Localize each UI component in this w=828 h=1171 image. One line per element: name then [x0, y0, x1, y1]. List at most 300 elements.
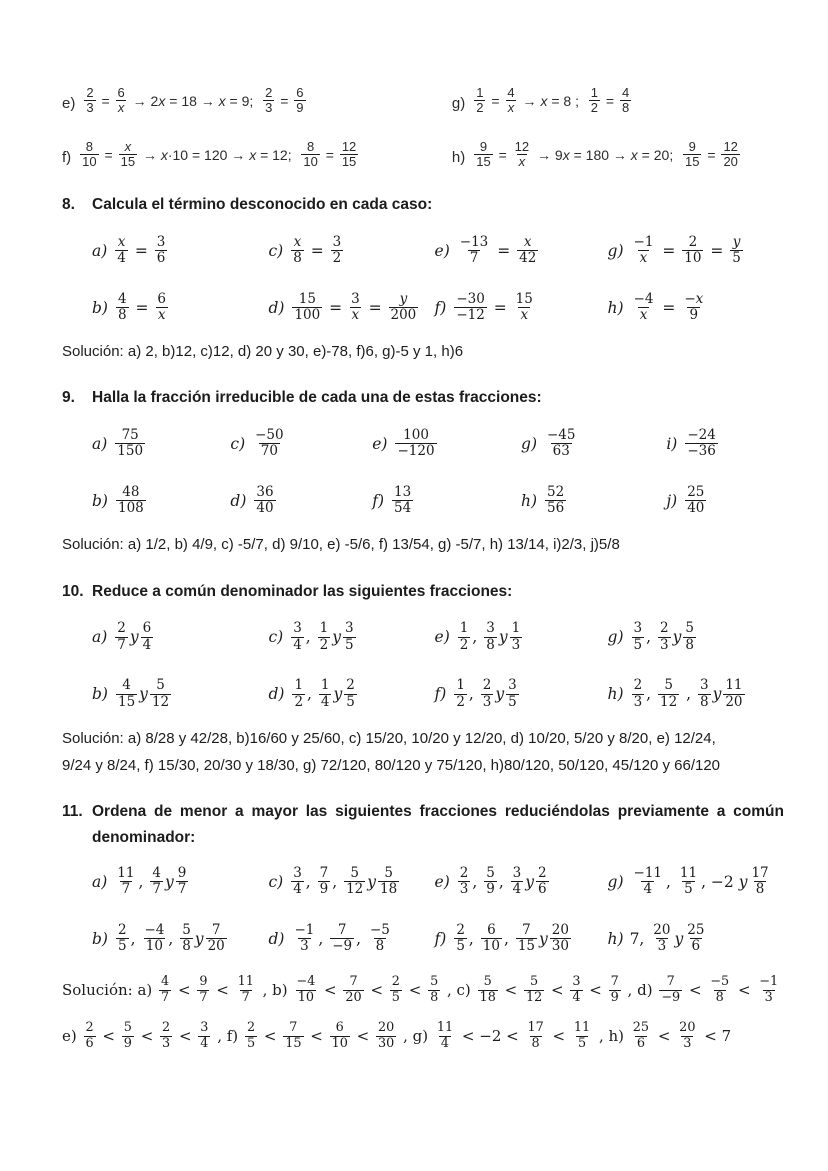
fraction-denominator: 15 [341, 154, 357, 170]
fraction [115, 621, 128, 652]
fraction [632, 866, 665, 897]
fraction-denominator: 10 [684, 250, 702, 266]
fraction [685, 485, 706, 516]
fraction [390, 975, 402, 1005]
fraction-denominator: 12 [346, 881, 364, 897]
fraction-numerator: 7 [522, 921, 531, 938]
item-label: g) [607, 872, 624, 891]
exercise-item [372, 415, 521, 472]
fraction-denominator: 30 [378, 1035, 395, 1051]
math-expression: $\frac{2}{3}$ = $\frac{6}{x}$ → 2 x = 18 → x = 9; $\frac{2}{3}$ = $\frac{6}{9}$ [86, 84, 304, 116]
exercise-item [268, 666, 434, 723]
fraction [474, 86, 485, 116]
fraction-numerator: 3 [699, 677, 709, 694]
fraction-numerator: 5 [486, 864, 495, 881]
fraction-denominator: 4 [293, 636, 302, 653]
item-label: j) [666, 491, 678, 510]
fraction-denominator: −9 [661, 989, 681, 1005]
exercise-item [92, 609, 268, 666]
fraction-numerator: 3 [293, 864, 302, 881]
fraction [115, 428, 145, 459]
item-label: d) [268, 685, 285, 703]
fraction-denominator: 7 [469, 250, 479, 266]
fraction-denominator: 8 [531, 1035, 540, 1051]
fraction-denominator: 6 [636, 1035, 645, 1051]
fraction-denominator: x [520, 307, 529, 323]
fraction-numerator: 7 [349, 974, 358, 990]
fraction-denominator: x [518, 154, 526, 170]
fraction [513, 140, 531, 170]
fraction [376, 1021, 396, 1051]
fraction-numerator: −1 [759, 974, 779, 990]
fraction [343, 975, 363, 1005]
fraction-numerator: 6 [157, 290, 167, 307]
item-label: d) [230, 491, 247, 510]
fraction-numerator: 7 [666, 974, 675, 990]
fraction [570, 975, 582, 1005]
exercise-item [666, 472, 784, 529]
fraction-numerator: 3 [512, 864, 522, 881]
fraction [292, 678, 305, 709]
fraction-numerator: 11 [117, 864, 135, 881]
fraction-denominator: 8 [486, 636, 495, 653]
fraction-numerator: 5 [530, 974, 539, 990]
fraction-numerator: 2 [85, 1020, 94, 1036]
fraction-numerator: −24 [687, 427, 716, 444]
fraction-numerator: 3 [486, 620, 495, 637]
exercise-8 [62, 196, 784, 363]
fraction-denominator: 8 [182, 938, 191, 954]
math-expression [683, 485, 708, 516]
fraction-denominator: 7 [152, 881, 161, 897]
fraction-denominator: 12 [151, 693, 170, 710]
item-label: d) [268, 929, 285, 948]
fraction-numerator: 4 [117, 290, 127, 307]
fraction-denominator: 5 [508, 693, 517, 710]
fraction-denominator: 20 [725, 693, 743, 710]
fraction-denominator: 4 [142, 636, 152, 653]
fraction-denominator: 20 [723, 154, 738, 170]
exercise-row [62, 279, 784, 336]
fraction-denominator: 8 [685, 636, 694, 653]
fraction-numerator: 11 [573, 1020, 591, 1036]
exercise-item [92, 853, 268, 910]
fraction-numerator: 3 [508, 677, 517, 694]
math-expression [393, 428, 438, 459]
fraction [478, 975, 498, 1005]
fraction-denominator: 5 [684, 881, 693, 897]
fraction-denominator: 4 [293, 881, 302, 897]
exercise-heading [62, 196, 784, 214]
fraction-denominator: 8 [715, 989, 724, 1005]
item-label: b) [92, 685, 108, 703]
intro-right-column [452, 62, 784, 170]
math-expression: $\frac{-1}{3}$ , $\frac{7}{-9}$ , $\frac{-5}{8}$ [294, 921, 390, 954]
fraction-denominator: 6 [691, 938, 701, 954]
fraction-numerator: 2 [688, 233, 698, 250]
fraction-denominator: 3 [764, 989, 773, 1005]
math-expression: $\frac{1}{2}$ , $\frac{3}{8}$ y $\frac{1}{3}$ [459, 620, 521, 653]
fraction-numerator: 5 [384, 864, 393, 881]
fraction [344, 678, 357, 709]
fraction-denominator: 6 [85, 1035, 94, 1051]
fraction-denominator: 15 [517, 938, 536, 954]
math-expression [543, 485, 568, 516]
fraction-numerator: 6 [142, 620, 152, 637]
fraction [206, 923, 227, 954]
exercise-item [268, 222, 434, 279]
fraction-denominator: 18 [479, 989, 496, 1005]
math-expression [390, 485, 415, 516]
fraction-denominator: −36 [687, 443, 716, 460]
item-label: h) [607, 929, 624, 948]
math-expression: $\frac{-1}{x}$ = $\frac{2}{10}$ = $\frac{y}{5}$ [633, 233, 741, 266]
exercise-item [608, 222, 784, 279]
fraction-numerator: 5 [664, 677, 673, 694]
fraction-denominator: −12 [456, 307, 485, 323]
item-label: g) [607, 628, 624, 646]
fraction [340, 140, 358, 170]
fraction-numerator: 3 [332, 233, 342, 250]
exercise-item [230, 472, 372, 529]
fraction-numerator: 2 [162, 1020, 171, 1036]
fraction [344, 866, 365, 897]
fraction [454, 292, 487, 323]
fraction-numerator: 4 [122, 677, 131, 694]
fraction-denominator: −120 [397, 443, 435, 460]
fraction-denominator: 9 [689, 307, 699, 323]
fraction-numerator: 4 [152, 864, 161, 881]
solved-proportion-item [62, 62, 452, 116]
fraction [80, 140, 98, 170]
fraction-denominator: 30 [551, 938, 569, 954]
fraction-denominator: 63 [552, 443, 570, 460]
fraction-numerator: 6 [117, 84, 125, 100]
exercise-item [435, 279, 608, 336]
fraction-numerator: 2 [459, 864, 469, 881]
fraction [708, 975, 731, 1005]
exercise-10 [62, 583, 784, 778]
exercise-item [92, 472, 230, 529]
fraction-denominator: 10 [303, 154, 318, 170]
exercise-heading [62, 803, 784, 821]
fraction-numerator: 20 [653, 921, 671, 938]
fraction [454, 923, 467, 954]
fraction-numerator: 4 [621, 84, 630, 100]
fraction-numerator: y [732, 233, 741, 250]
fraction-numerator: 3 [200, 1020, 209, 1036]
fraction-denominator: 2 [294, 693, 304, 710]
fraction-numerator: 15 [515, 290, 533, 307]
fraction-numerator: 3 [156, 233, 166, 250]
exercise-item [435, 609, 608, 666]
fraction-denominator: x [639, 250, 648, 266]
math-expression: $\frac{9}{15}$ = $\frac{12}{x}$ → 9 x = 180 → x = 20; $\frac{9}{15}$ = $\frac{12}{20}$ [476, 138, 738, 170]
item-label: f) [62, 149, 72, 166]
fraction-numerator: 1 [590, 84, 598, 100]
fraction [682, 292, 705, 323]
fraction-numerator: 2 [86, 84, 94, 100]
fraction-numerator: 2 [346, 677, 355, 694]
exercise-item [435, 222, 608, 279]
fraction [283, 1021, 303, 1051]
math-expression: $\frac{-13}{7}$ = $\frac{x}{42}$ [459, 233, 537, 266]
math-expression: $\frac{3}{5}$ , $\frac{2}{3}$ y $\frac{5}{8}$ [633, 620, 694, 653]
fraction-numerator: 6 [335, 1020, 344, 1036]
fraction-numerator: 25 [632, 1020, 650, 1036]
fraction-denominator: 10 [482, 938, 500, 954]
fraction-denominator: 15 [117, 693, 136, 710]
fraction-numerator: 25 [687, 484, 705, 501]
item-label: h) [607, 685, 624, 703]
exercise-title: Calcula el término desconocido en cada caso: [92, 196, 433, 213]
exercise-item [521, 472, 666, 529]
fraction [330, 1021, 350, 1051]
fraction [119, 140, 137, 170]
fraction [484, 621, 497, 652]
fraction-denominator: 7 [177, 881, 187, 897]
fraction [749, 866, 770, 897]
fraction [349, 292, 362, 323]
fraction-numerator: 4 [507, 84, 515, 100]
fraction-denominator: 3 [511, 636, 521, 653]
exercise-item [608, 666, 784, 723]
solution-text: Solución: a) 2, b)12, c)12, d) 20 y 30, e)-78, f)6, g)-5 y 1, h)6 [62, 343, 464, 360]
fraction [721, 140, 739, 170]
fraction-denominator: 12 [525, 989, 543, 1005]
fraction-numerator: −5 [710, 974, 730, 990]
fraction-numerator: 9 [688, 138, 696, 154]
fraction-denominator: 3 [633, 693, 643, 710]
exercise-row [62, 853, 784, 910]
item-label: a) [92, 241, 108, 260]
fraction-numerator: 3 [345, 620, 354, 637]
fraction [176, 866, 189, 897]
fraction-numerator: 4 [161, 974, 170, 990]
fraction [609, 975, 621, 1005]
item-label: f) [434, 929, 447, 948]
fraction-numerator: 48 [122, 484, 140, 501]
fraction-numerator: 6 [487, 921, 496, 938]
fraction-denominator: 6 [156, 250, 166, 266]
fraction [757, 975, 780, 1005]
fraction-numerator: 36 [256, 484, 274, 501]
item-label: c) [268, 628, 284, 646]
fraction [159, 975, 171, 1005]
fraction-numerator: 11 [436, 1020, 454, 1036]
fraction-numerator: 8 [85, 138, 94, 154]
fraction-numerator: 9 [177, 864, 187, 881]
fraction [524, 975, 544, 1005]
fraction [698, 678, 711, 709]
math-expression [113, 428, 147, 459]
fraction-numerator: 100 [403, 427, 429, 444]
fraction-denominator: 2 [459, 636, 469, 653]
item-label: e) [372, 434, 388, 453]
fraction [458, 235, 491, 266]
item-label: a) [92, 872, 108, 891]
fraction-denominator: 9 [610, 989, 619, 1005]
fraction [236, 975, 256, 1005]
item-label: f) [434, 298, 447, 317]
fraction [481, 678, 494, 709]
item-label: g) [521, 434, 537, 453]
fraction [378, 866, 399, 897]
math-expression: 7, $\frac{20}{3}$ y $\frac{25}{6}$ [629, 921, 705, 954]
fraction [115, 235, 128, 266]
fraction-numerator: 7 [337, 921, 347, 938]
fraction [84, 1021, 96, 1051]
fraction-denominator: 200 [390, 307, 417, 323]
fraction [292, 292, 322, 323]
fraction [318, 866, 331, 897]
fraction [254, 485, 275, 516]
fraction-numerator: 13 [394, 484, 412, 501]
fraction [245, 1021, 257, 1051]
fraction-denominator: 5 [346, 693, 355, 710]
exercise-item [268, 279, 434, 336]
fraction [516, 923, 537, 954]
math-expression: $\frac{11}{7}$ , $\frac{4}{7}$ y $\frac{9}{7}$ [117, 864, 187, 897]
fraction [115, 866, 136, 897]
exercise-item [608, 609, 784, 666]
math-expression: $\frac{x}{8}$ = $\frac{3}{2}$ [293, 233, 342, 266]
fraction-denominator: 8 [375, 938, 385, 954]
fraction-numerator: 5 [430, 974, 439, 990]
fraction-denominator: 20 [345, 989, 362, 1005]
fraction-denominator: 20 [207, 938, 225, 954]
fraction [683, 140, 701, 170]
fraction-denominator: 70 [260, 443, 278, 460]
fraction-denominator: −9 [332, 938, 353, 954]
fraction-numerator: 5 [182, 921, 191, 938]
fraction-denominator: 8 [621, 100, 630, 116]
item-label: b) [92, 929, 108, 948]
fraction-numerator: 12 [514, 138, 530, 154]
exercise-item [608, 910, 784, 967]
fraction-denominator: 10 [145, 938, 163, 954]
fraction [180, 923, 193, 954]
fraction [632, 292, 656, 323]
fraction-numerator: 7 [319, 864, 329, 881]
math-expression [252, 485, 277, 516]
fraction-numerator: 20 [679, 1020, 696, 1036]
fraction-numerator: 3 [351, 290, 360, 307]
fraction [116, 485, 146, 516]
item-label: e) [434, 628, 450, 646]
item-label: e) [434, 241, 450, 260]
item-label: f) [434, 685, 447, 703]
fraction [253, 428, 286, 459]
math-expression: $\frac{2}{7}$ y $\frac{6}{4}$ [117, 620, 152, 653]
fraction-numerator: 52 [547, 484, 565, 501]
exercise-number: 9. [62, 389, 75, 407]
fraction [505, 86, 516, 116]
fraction [511, 866, 524, 897]
exercise-title: Reduce a común denominador las siguientes fracciones: [92, 582, 513, 600]
exercise-item [230, 415, 372, 472]
math-expression: $\frac{1}{2}$ , $\frac{1}{4}$ y $\frac{2}{5}$ [294, 677, 355, 710]
fraction-denominator: 9 [486, 881, 495, 897]
fraction-numerator: 2 [246, 1020, 256, 1036]
fraction [659, 975, 682, 1005]
math-expression [543, 428, 580, 459]
exercise-number: 10. [62, 582, 84, 600]
fraction [155, 235, 168, 266]
fraction [683, 621, 696, 652]
item-label: b) [92, 298, 108, 317]
fraction-numerator: 17 [527, 1020, 544, 1036]
fraction-denominator: 3 [657, 938, 667, 954]
fraction [116, 923, 129, 954]
fraction [550, 923, 571, 954]
fraction-denominator: 5 [117, 938, 127, 954]
fraction-denominator: 9 [319, 881, 329, 897]
fraction-denominator: 108 [117, 500, 144, 517]
fraction-numerator: 11 [725, 677, 743, 694]
item-label: e) [62, 95, 76, 112]
item-label: a) [92, 434, 108, 453]
exercise-number: 8. [62, 196, 75, 213]
fraction-denominator: 4 [512, 881, 522, 897]
fraction [301, 140, 319, 170]
fraction [155, 292, 168, 323]
fraction-denominator: 3 [683, 1035, 692, 1051]
fraction [150, 678, 171, 709]
solved-proportion-item [452, 62, 784, 116]
fraction-denominator: 7 [117, 636, 126, 653]
math-expression: $\frac{-30}{-12}$ = $\frac{15}{x}$ [456, 290, 533, 323]
fraction [294, 86, 305, 116]
fraction [454, 678, 467, 709]
item-label: g) [607, 241, 624, 260]
fraction-numerator: −30 [456, 290, 485, 307]
exercise-row [62, 472, 784, 529]
fraction-denominator: 40 [256, 500, 274, 517]
item-label: d) [268, 298, 285, 317]
math-expression [251, 428, 288, 459]
fraction [294, 975, 317, 1005]
fraction [510, 621, 523, 652]
fraction [536, 866, 549, 897]
fraction-denominator: 15 [285, 1035, 302, 1051]
fraction-denominator: 4 [440, 1035, 450, 1051]
fraction-denominator: 2 [456, 693, 465, 710]
fraction-numerator: 20 [378, 1020, 395, 1036]
fraction-denominator: 9 [296, 100, 304, 116]
fraction [428, 975, 440, 1005]
math-expression: $\frac{-4}{x}$ = $\frac{-x}{9}$ [633, 290, 704, 323]
exercise-item [435, 853, 608, 910]
math-expression: $\frac{3}{4}$ , $\frac{1}{2}$ y $\frac{3}{5}$ [293, 620, 354, 653]
exercise-item [372, 472, 521, 529]
fraction [682, 235, 703, 266]
fraction-denominator: 10 [82, 154, 97, 170]
fraction [84, 86, 95, 116]
fraction-denominator: x [157, 307, 166, 323]
fraction-numerator: 20 [551, 921, 569, 938]
fraction [481, 923, 502, 954]
item-label: c) [268, 241, 284, 260]
fraction [116, 86, 127, 116]
exercise-row [62, 415, 784, 472]
solution-math-line: Solución: a) $\frac{4}{7}$ < $\frac{9}{7}$ < $\frac{11}{7}$ , b) $\frac{-4}{10}$ < $\frac{7}{20}$ < $\frac{2}{5}$ < $\frac{5}{8}$ , c) $\frac{5}{18}$ < $\frac{5}{12}$ < $\frac{3}{4}$ < $\frac{7}{9}$ , d) $\frac{7}{-9}$ < $\frac{-5}{8}$ < $\frac{-1}{3}$ [62, 974, 779, 1005]
fraction [343, 621, 356, 652]
fraction-denominator: 7 [199, 989, 208, 1005]
fraction [389, 292, 419, 323]
fraction-numerator: 5 [350, 864, 359, 881]
fraction-denominator: 100 [294, 307, 321, 323]
